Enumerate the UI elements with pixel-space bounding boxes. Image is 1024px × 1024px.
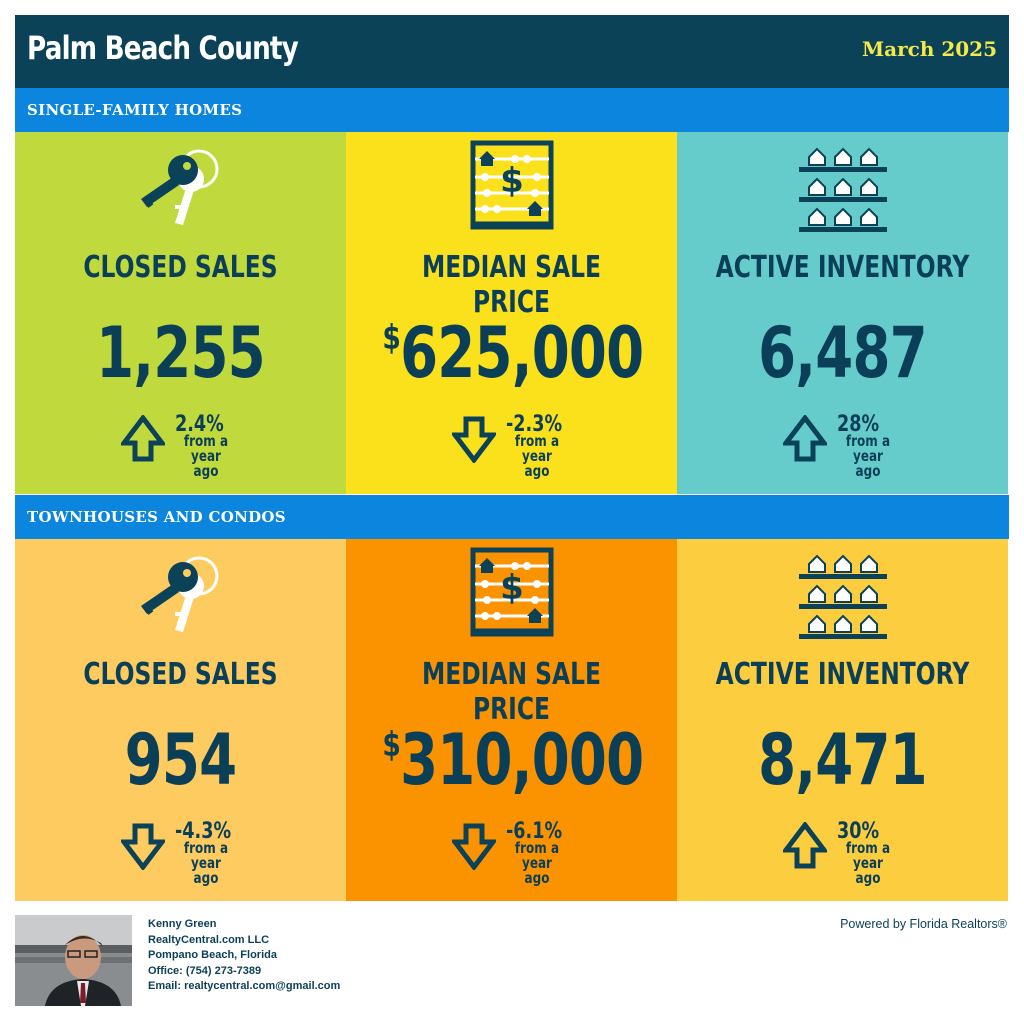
powered-by: Powered by Florida Realtors® [840, 917, 1007, 931]
card-label: MEDIAN SALE PRICE [421, 250, 602, 320]
arrow-down-icon [452, 822, 496, 870]
card-value: 1,255 [96, 312, 265, 394]
arrow-up-icon [121, 415, 165, 463]
footer [15, 915, 1009, 1015]
agent-office-phone: Office: (754) 273-7389 [148, 964, 262, 977]
agent-location: Pompano Beach, Florida [148, 949, 277, 961]
card-value: 8,471 [758, 719, 927, 801]
card-sf-active-inventory [677, 132, 1008, 494]
card-tc-closed-sales [15, 539, 346, 901]
change-caption: from a year ago [845, 839, 890, 887]
report-date: March 2025 [862, 37, 997, 61]
section-band-townhouses-condos [15, 495, 1009, 539]
card-tc-median-price [346, 539, 677, 901]
card-sf-closed-sales [15, 132, 346, 494]
change-percent: -4.3% [174, 819, 231, 844]
card-label: MEDIAN SALE PRICE [421, 657, 602, 727]
card-value: $310,000 [382, 719, 644, 801]
page-title: Palm Beach County [27, 29, 298, 67]
card-tc-active-inventory [677, 539, 1008, 901]
change-percent: 2.4% [174, 412, 224, 437]
agent-name: Kenny Green [148, 918, 217, 930]
agent-photo [15, 915, 132, 1006]
agent-company: RealtyCentral.com LLC [148, 933, 270, 946]
svg-text:$: $ [499, 568, 524, 608]
change-caption: from a year ago [183, 432, 228, 480]
svg-text:$: $ [499, 161, 524, 201]
change-percent: -2.3% [505, 412, 562, 437]
yoy-change [346, 819, 677, 892]
card-label: CLOSED SALES [83, 657, 278, 692]
change-percent: 30% [836, 819, 879, 844]
card-value: $625,000 [382, 312, 644, 394]
abacus-icon [467, 544, 557, 640]
card-sf-median-price [346, 132, 677, 494]
card-label: CLOSED SALES [83, 250, 278, 285]
arrow-down-icon [121, 822, 165, 870]
keys-icon [131, 544, 231, 644]
arrow-down-icon [452, 415, 496, 463]
arrow-up-icon [783, 415, 827, 463]
card-label: ACTIVE INVENTORY [715, 250, 970, 285]
change-caption: from a year ago [514, 432, 559, 480]
card-label: ACTIVE INVENTORY [715, 657, 970, 692]
arrow-up-icon [783, 822, 827, 870]
yoy-change [15, 819, 346, 892]
yoy-change [677, 412, 1008, 485]
agent-contact [148, 917, 340, 995]
change-caption: from a year ago [183, 839, 228, 887]
card-value: 954 [124, 719, 237, 801]
change-percent: -6.1% [505, 819, 562, 844]
keys-icon [131, 137, 231, 237]
section-band-single-family [15, 88, 1009, 132]
section-title: SINGLE-FAMILY HOMES [27, 101, 243, 119]
change-caption: from a year ago [845, 432, 890, 480]
houses-icon [797, 544, 889, 640]
change-caption: from a year ago [514, 839, 559, 887]
houses-icon [797, 137, 889, 233]
agent-portrait-image [15, 915, 132, 1006]
agent-email: Email: realtycentral.com@gmail.com [148, 980, 341, 992]
abacus-icon [467, 137, 557, 233]
change-percent: 28% [836, 412, 879, 437]
yoy-change [677, 819, 1008, 892]
section-title: TOWNHOUSES AND CONDOS [27, 508, 286, 526]
card-value: 6,487 [758, 312, 927, 394]
header-bar [15, 15, 1009, 88]
yoy-change [346, 412, 677, 485]
yoy-change [15, 412, 346, 485]
